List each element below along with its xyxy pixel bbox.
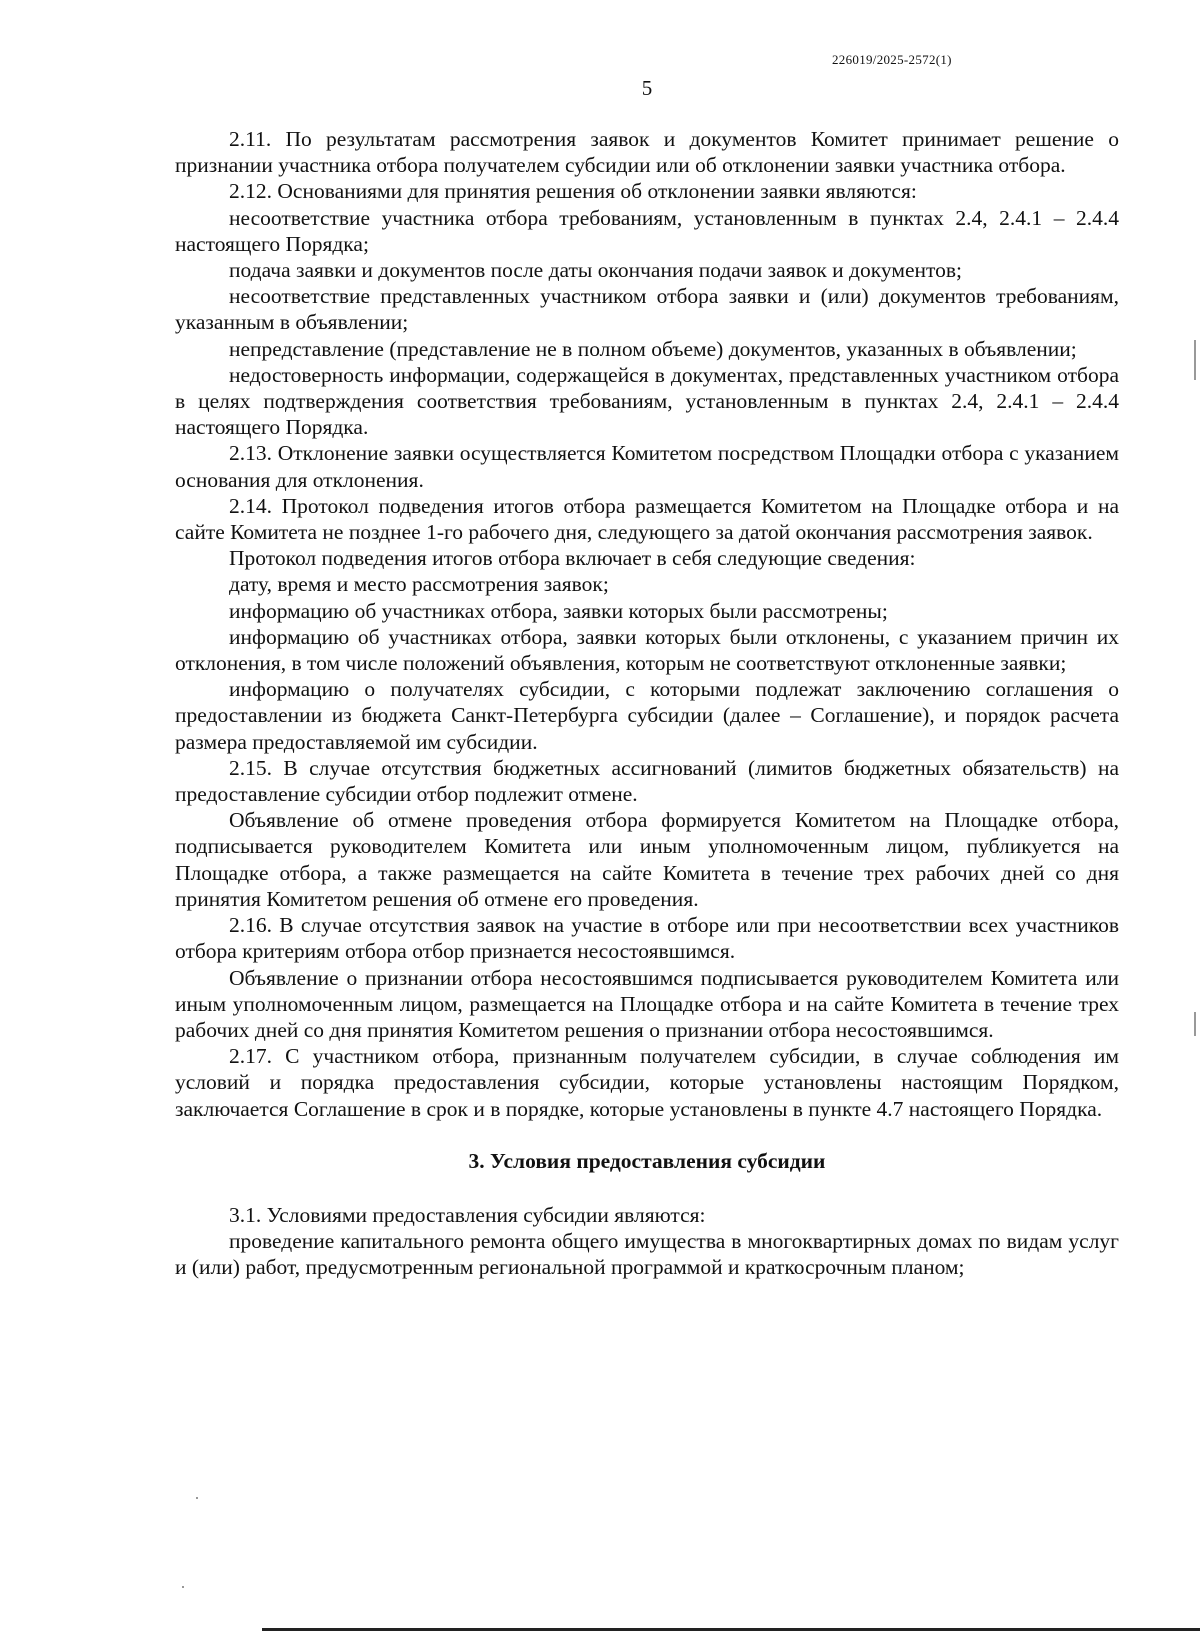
list-item-ground-nonconforming-documents: несоответствие представленных участником отбора заявки и (или) документов требованиям, указанным в объявлении;	[175, 284, 1119, 335]
list-item-ground-false-information: недостоверность информации, содержащейся в документах, представленных участником отбора в целях подтверждения соответствия требованиям, установленным в пунктах 2.4, 2.4.1 – 2.4.4 настоящего Порядка.	[175, 362, 1119, 440]
paragraph-2-12: 2.12. Основаниями для принятия решения об отклонении заявки являются:	[229, 179, 917, 204]
scan-edge-mark	[1194, 340, 1196, 380]
paragraph-3-1: 3.1. Условиями предоставления субсидии являются:	[229, 1202, 706, 1227]
list-item-ground-incomplete-documents: непредставление (представление не в полном объеме) документов, указанных в объявлении;	[229, 336, 1077, 361]
document-body	[175, 126, 1119, 1281]
page-number: 5	[641, 76, 653, 100]
document-registration-number: 226019/2025-2572(1)	[832, 52, 952, 67]
scan-bottom-edge	[262, 1628, 1200, 1631]
scan-speck	[182, 1586, 184, 1588]
list-item-protocol-date: дату, время и место рассмотрения заявок;	[229, 572, 609, 597]
list-item-ground-requirements: несоответствие участника отбора требованиям, установленным в пунктах 2.4, 2.4.1 – 2.4.4 настоящего Порядка;	[175, 205, 1119, 256]
paragraph-2-14: 2.14. Протокол подведения итогов отбора размещается Комитетом на Площадке отбора и на сайте Комитета не позднее 1-го рабочего дня, следующего за датой окончания рассмотрения заявок.	[175, 493, 1119, 545]
list-item-protocol-recipients: информацию о получателях субсидии, с которыми подлежат заключению соглашения о предоставлении из бюджета Санкт-Петербурга субсидии (далее – Соглашение), и порядок расчета размера предоставляемой им субсидии.	[175, 677, 1119, 754]
list-item-condition-capital-repair: проведение капитального ремонта общего имущества в многоквартирных домах по видам услуг и (или) работ, предусмотренным региональной программой и краткосрочным планом;	[175, 1229, 1119, 1280]
paragraph-failed-selection-notice: Объявление о признании отбора несостоявшимся подписывается руководителем Комитета или иным уполномоченным лицом, размещается на Площадке отбора и на сайте Комитета в течение трех рабочих дней со дня принятия Комитетом решения о признании отбора несостоявшимся.	[175, 965, 1119, 1042]
list-item-protocol-reviewed: информацию об участниках отбора, заявки которых были рассмотрены;	[229, 598, 888, 623]
paragraph-2-16: 2.16. В случае отсутствия заявок на участие в отборе или при несоответствии всех участников отбора критериям отбора отбор признается несостоявшимся.	[175, 913, 1119, 964]
paragraph-cancellation-notice: Объявление об отмене проведения отбора формируется Комитетом на Площадке отбора, подписывается руководителем Комитета или иным уполномоченным лицом, публикуется на Площадке отбора, а также размещается на сайте Комитета в течение трех рабочих дней со дня принятия Комитетом решения об отмене его проведения.	[175, 808, 1119, 911]
list-item-protocol-rejected: информацию об участниках отбора, заявки которых были отклонены, с указанием причин их отклонения, в том числе положений объявления, которым не соответствуют отклоненные заявки;	[175, 624, 1119, 676]
list-item-ground-late-submission: подача заявки и документов после даты окончания подачи заявок и документов;	[229, 258, 962, 283]
paragraph-2-15: 2.15. В случае отсутствия бюджетных ассигнований (лимитов бюджетных обязательств) на предоставление субсидии отбор подлежит отмене.	[175, 755, 1119, 807]
paragraph-2-13: 2.13. Отклонение заявки осуществляется Комитетом посредством Площадки отбора с указанием основания для отклонения.	[175, 441, 1119, 492]
paragraph-protocol-intro: Протокол подведения итогов отбора включает в себя следующие сведения:	[229, 546, 916, 571]
scan-edge-mark	[1194, 1012, 1196, 1036]
paragraph-2-17: 2.17. С участником отбора, признанным получателем субсидии, в случае соблюдения им условий и порядка предоставления субсидии, которые установлены настоящим Порядком, заключается Соглашение в срок и в порядке, которые установлены в пункте 4.7 настоящего Порядка.	[175, 1044, 1119, 1121]
paragraph-2-11: 2.11. По результатам рассмотрения заявок и документов Комитет принимает решение о признании участника отбора получателем субсидии или об отклонении заявки участника отбора.	[175, 127, 1119, 178]
section-3-title: 3. Условия предоставления субсидии	[468, 1148, 826, 1173]
scan-speck	[196, 1497, 198, 1499]
